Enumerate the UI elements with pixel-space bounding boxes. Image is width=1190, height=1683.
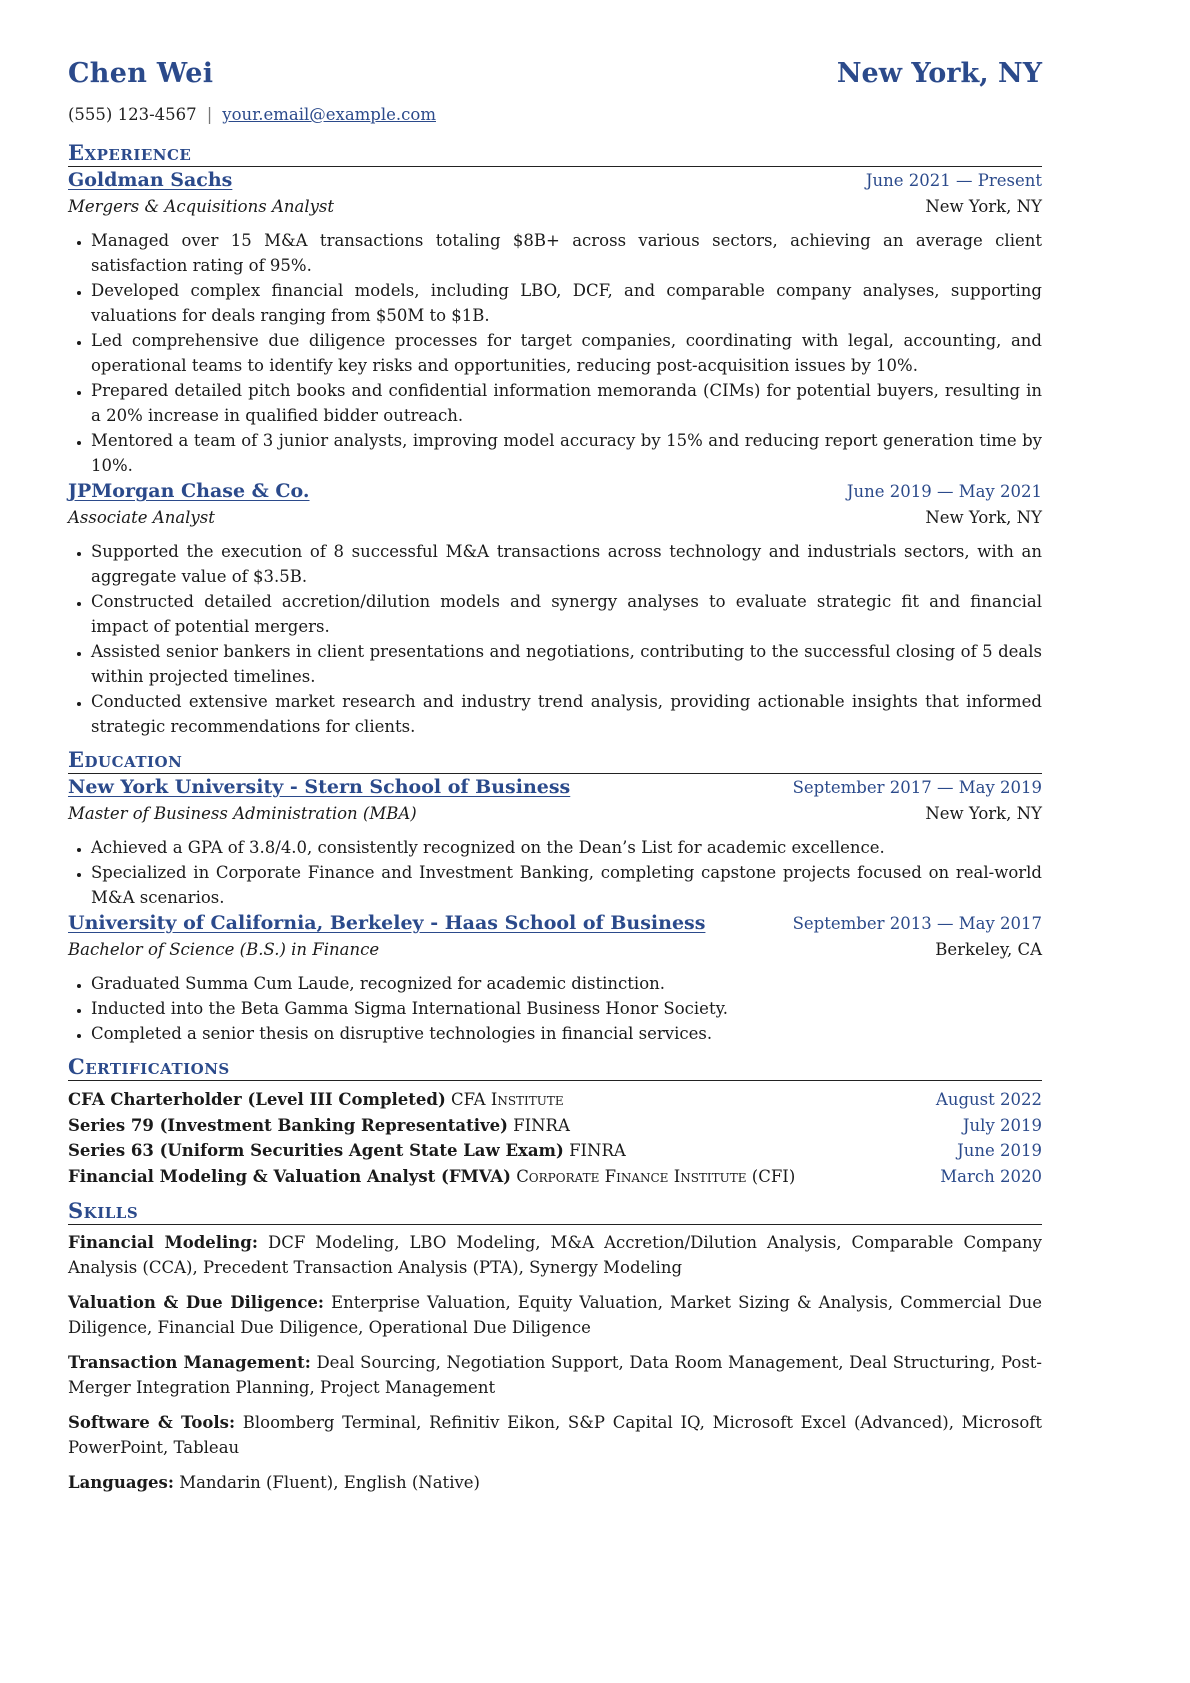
bullet-item: • Supported the execution of 8 successful M&A transactions across technology and industrials sectors, with an aggregate value of $3.5B.: [91, 539, 1042, 589]
bullet-item: • Prepared detailed pitch books and confidential information memoranda (CIMs) for potential buyers, resulting in a 20% increase in qualified bidder outreach.: [91, 378, 1042, 428]
resume-header: [68, 58, 1042, 98]
phone-number: (555) 123-4567: [68, 105, 197, 124]
school-link[interactable]: University of California, Berkeley - Haas School of Business: [68, 912, 706, 934]
bullet-item: • Developed complex financial models, including LBO, DCF, and comparable company analyses, supporting valuations for deals ranging from $50M to $1B.: [91, 278, 1042, 328]
certification-row: [68, 1138, 1042, 1164]
bullet-item: • Graduated Summa Cum Laude, recognized for academic distinction.: [91, 971, 1042, 996]
achievement-list: [68, 835, 1042, 910]
certification-date: July 2019: [962, 1115, 1042, 1135]
certification-issuer: FINRA: [513, 1115, 570, 1135]
email-link[interactable]: your.email@example.com: [222, 105, 436, 124]
employment-dates: June 2019 — May 2021: [846, 482, 1042, 501]
employer-link[interactable]: Goldman Sachs: [68, 169, 233, 191]
skill-label: Languages:: [68, 1472, 174, 1492]
certification-row: [68, 1164, 1042, 1190]
certification-issuer: Corporate Finance Institute (CFI): [516, 1167, 796, 1187]
skill-group: [68, 1470, 1042, 1495]
skill-label: Valuation & Due Diligence:: [68, 1292, 324, 1312]
study-dates: September 2013 — May 2017: [792, 914, 1042, 933]
certification-list: [68, 1087, 1042, 1190]
section-title-certifications: Certifications: [68, 1054, 1042, 1081]
certification-name: Series 79 (Investment Banking Representative): [68, 1115, 508, 1135]
education-entry: [68, 910, 1042, 1046]
achievement-list: [68, 228, 1042, 478]
contact-separator: |: [206, 105, 213, 124]
contact-line: [68, 102, 1042, 128]
bullet-item: • Completed a senior thesis on disruptive technologies in financial services.: [91, 1021, 1042, 1046]
candidate-name: Chen Wei: [68, 58, 214, 89]
skill-values: Bloomberg Terminal, Refinitiv Eikon, S&P Capital IQ, Microsoft Excel (Advanced), Microsoft PowerPoint, Tableau: [68, 1412, 1043, 1457]
achievement-list: [68, 971, 1042, 1046]
experience-entry: [68, 478, 1042, 739]
experience-entry: [68, 167, 1042, 478]
certification-name: CFA Charterholder (Level III Completed): [68, 1090, 446, 1109]
bullet-item: • Managed over 15 M&A transactions totaling $8B+ across various sectors, achieving an average client satisfaction rating of 95%.: [91, 228, 1042, 278]
certification-name: Series 63 (Uniform Securities Agent State Law Exam): [68, 1141, 564, 1161]
bullet-item: • Led comprehensive due diligence processes for target companies, coordinating with legal, accounting, and operational teams to identify key risks and opportunities, reducing post-acquisition issues by 10%.: [91, 328, 1042, 378]
certification-issuer: FINRA: [569, 1141, 626, 1161]
employer-link[interactable]: JPMorgan Chase & Co.: [68, 480, 310, 502]
certification-row: [68, 1087, 1042, 1113]
bullet-item: • Assisted senior bankers in client presentations and negotiations, contributing to the successful closing of 5 deals within projected timelines.: [91, 639, 1042, 689]
skill-group: [68, 1350, 1042, 1400]
school-link[interactable]: New York University - Stern School of Business: [68, 776, 571, 798]
section-title-education: Education: [68, 747, 1042, 774]
header-location: New York, NY: [836, 58, 1042, 89]
job-title: Associate Analyst: [68, 508, 215, 527]
bullet-item: • Mentored a team of 3 junior analysts, improving model accuracy by 15% and reducing report generation time by 10%.: [91, 428, 1042, 478]
school-location: Berkeley, CA: [935, 940, 1042, 959]
skill-values: Enterprise Valuation, Equity Valuation, Market Sizing & Analysis, Commercial Due Diligence, Financial Due Diligence, Operational Due Diligence: [68, 1292, 1042, 1337]
certification-date: August 2022: [935, 1090, 1042, 1109]
skills-list: [68, 1230, 1042, 1495]
certification-date: June 2019: [957, 1141, 1042, 1161]
skill-values: Deal Sourcing, Negotiation Support, Data Room Management, Deal Structuring, Post-Merger Integration Planning, Project Management: [68, 1352, 1043, 1397]
job-title: Mergers & Acquisitions Analyst: [68, 197, 335, 216]
section-title-skills: Skills: [68, 1198, 1042, 1225]
study-dates: September 2017 — May 2019: [792, 778, 1042, 797]
job-location: New York, NY: [925, 197, 1042, 216]
skill-label: Software & Tools:: [68, 1412, 236, 1432]
achievement-list: [68, 539, 1042, 739]
bullet-item: • Achieved a GPA of 3.8/4.0, consistently recognized on the Dean’s List for academic excellence.: [91, 835, 1042, 860]
resume-page: [68, 58, 1042, 1505]
bullet-item: • Conducted extensive market research and industry trend analysis, providing actionable insights that informed strategic recommendations for clients.: [91, 689, 1042, 739]
degree: Master of Business Administration (MBA): [68, 804, 417, 823]
skill-group: [68, 1290, 1042, 1340]
skill-label: Transaction Management:: [68, 1352, 311, 1372]
degree: Bachelor of Science (B.S.) in Finance: [68, 940, 380, 959]
skill-group: [68, 1230, 1042, 1280]
skill-group: [68, 1410, 1042, 1460]
bullet-item: • Inducted into the Beta Gamma Sigma International Business Honor Society.: [91, 996, 1042, 1021]
education-entry: [68, 774, 1042, 910]
certification-issuer: CFA Institute: [451, 1090, 564, 1109]
employment-dates: June 2021 — Present: [865, 171, 1042, 190]
bullet-item: • Specialized in Corporate Finance and Investment Banking, completing capstone projects focused on real-world M&A scenarios.: [91, 860, 1042, 910]
skill-values: DCF Modeling, LBO Modeling, M&A Accretion/Dilution Analysis, Comparable Company Analysis (CCA), Precedent Transaction Analysis (PTA), Synergy Modeling: [68, 1232, 1043, 1277]
skill-label: Financial Modeling:: [68, 1232, 258, 1252]
skill-values: Mandarin (Fluent), English (Native): [179, 1472, 480, 1492]
section-title-experience: Experience: [68, 140, 1042, 167]
school-location: New York, NY: [925, 804, 1042, 823]
certification-date: March 2020: [940, 1167, 1042, 1187]
job-location: New York, NY: [925, 508, 1042, 527]
certification-row: [68, 1113, 1042, 1139]
certification-name: Financial Modeling & Valuation Analyst (FMVA): [68, 1167, 511, 1187]
bullet-item: • Constructed detailed accretion/dilution models and synergy analyses to evaluate strategic fit and financial impact of potential mergers.: [91, 589, 1042, 639]
